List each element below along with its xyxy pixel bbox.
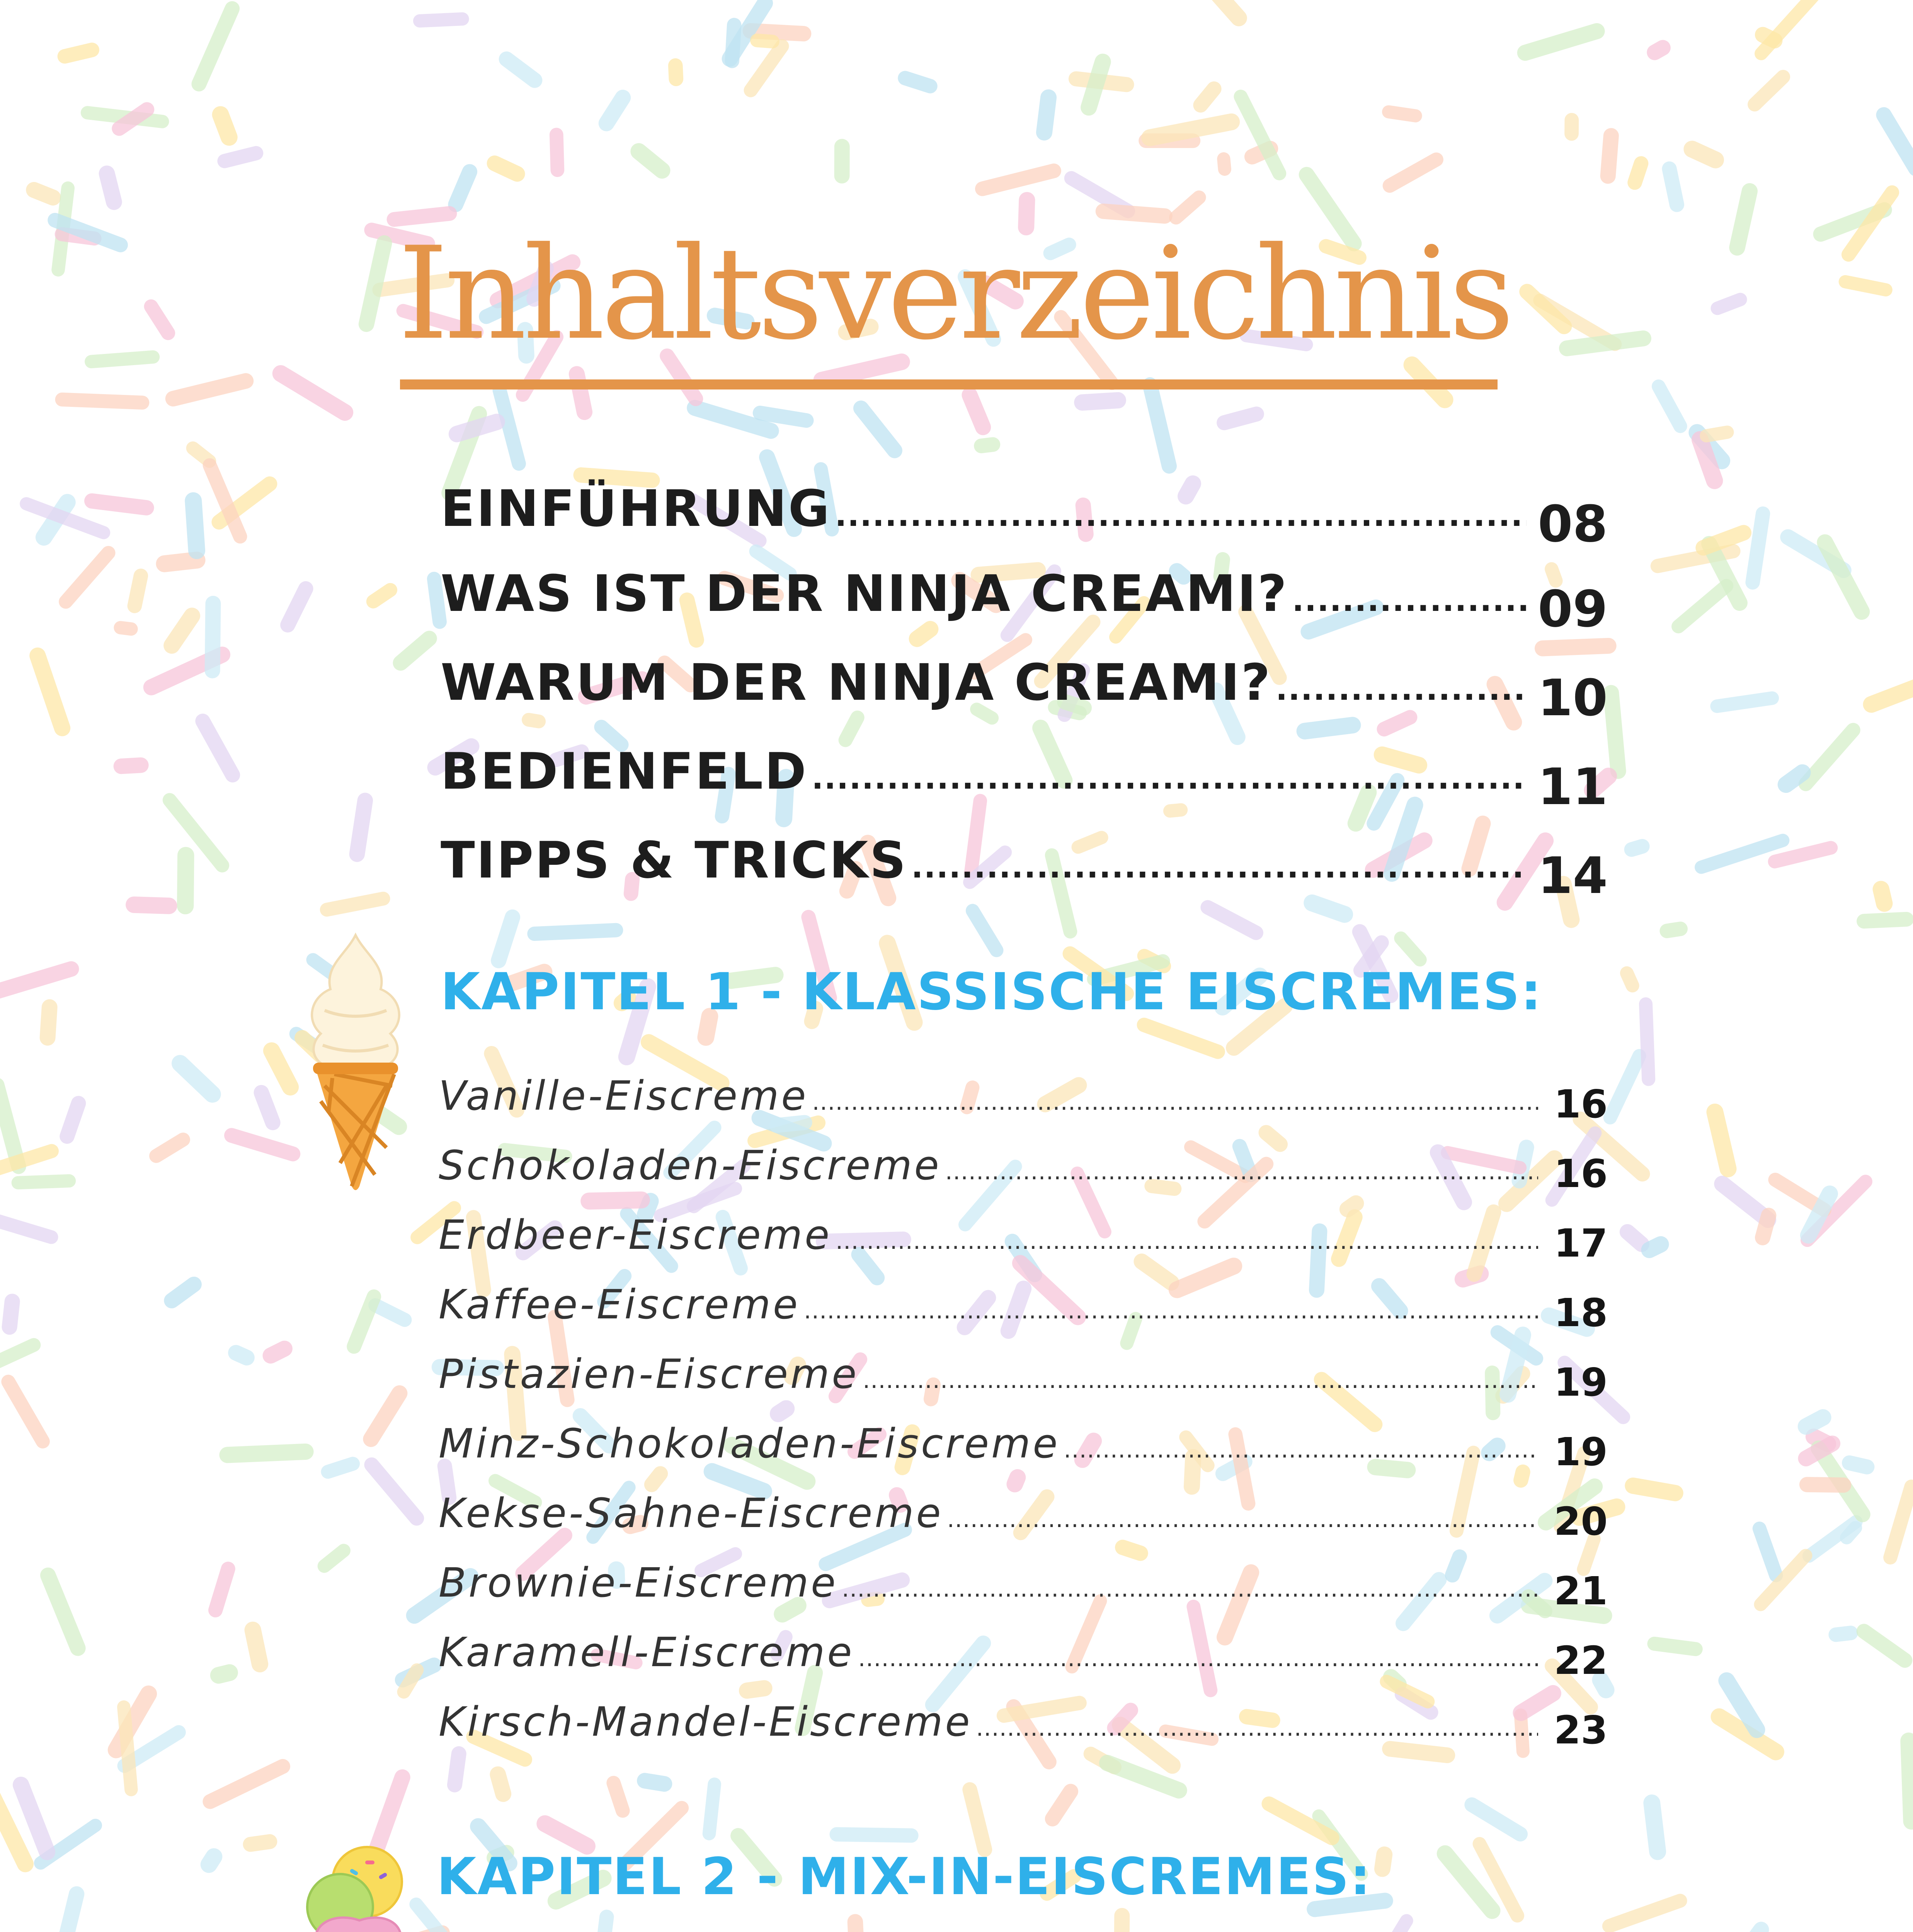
toc-sub-entry	[439, 1281, 1608, 1343]
chapter-2-title: KAPITEL 2 - MIX-IN-EISCREMES:	[437, 1847, 1372, 1906]
entry-label: Vanille-Eiscreme	[439, 1072, 808, 1119]
entry-page: 18	[1554, 1290, 1608, 1335]
entry-label: Brownie-Eiscreme	[439, 1559, 838, 1606]
toc-main-entry	[441, 479, 1608, 556]
toc-sub-entry	[439, 1072, 1608, 1134]
entry-page: 19	[1554, 1429, 1608, 1475]
entry-label: Schokoladen-Eiscreme	[439, 1142, 941, 1189]
dot-leader	[858, 1645, 1538, 1672]
dot-leader	[812, 1088, 1538, 1116]
entry-page: 23	[1554, 1708, 1608, 1753]
dot-leader	[863, 1367, 1538, 1394]
toc-sub-entry	[439, 1350, 1608, 1412]
toc-sub-entry	[439, 1490, 1608, 1551]
entry-page: 08	[1538, 495, 1608, 553]
entry-page: 14	[1538, 846, 1608, 905]
dot-leader	[947, 1506, 1539, 1533]
entry-label: Erdbeer-Eiscreme	[439, 1211, 832, 1259]
entry-page: 22	[1554, 1638, 1608, 1683]
chapter-1-title: KAPITEL 1 - KLASSISCHE EISCREMES:	[441, 962, 1542, 1022]
dot-leader	[1292, 582, 1527, 618]
entry-label: BEDIENFELD	[441, 742, 808, 801]
entry-page: 09	[1538, 580, 1608, 638]
toc-sub-entry	[439, 1420, 1608, 1482]
entry-label: Minz-Schokoladen-Eiscreme	[439, 1420, 1060, 1467]
dot-leader	[835, 497, 1527, 533]
entry-label: Karamell-Eiscreme	[439, 1629, 854, 1676]
entry-label: Kaffee-Eiscreme	[439, 1281, 800, 1328]
entry-page: 16	[1554, 1082, 1608, 1127]
entry-label: Kekse-Sahne-Eiscreme	[439, 1490, 943, 1537]
dot-leader	[842, 1575, 1538, 1602]
entry-label: Pistazien-Eiscreme	[439, 1350, 859, 1398]
entry-page: 16	[1554, 1151, 1608, 1196]
toc-sub-entry	[439, 1211, 1608, 1273]
dot-leader	[911, 849, 1527, 885]
scoop-cone-icon	[303, 1843, 412, 1932]
entry-label: WAS IST DER NINJA CREAMI?	[441, 564, 1288, 623]
dot-leader	[812, 760, 1527, 796]
dot-leader	[836, 1228, 1538, 1255]
entry-label: TIPPS & TRICKS	[441, 831, 908, 889]
toc-main-entry	[441, 831, 1608, 908]
dot-leader	[804, 1297, 1538, 1324]
toc-sub-entry	[439, 1559, 1608, 1621]
entry-page: 11	[1538, 757, 1608, 816]
page-title: Inhaltsverzeichnis	[398, 219, 1511, 368]
toc-sub-entry	[439, 1142, 1608, 1204]
entry-page: 21	[1554, 1568, 1608, 1614]
toc-sub-entry	[439, 1629, 1608, 1690]
entry-page: 20	[1554, 1499, 1608, 1544]
entry-label: Kirsch-Mandel-Eiscreme	[439, 1698, 972, 1745]
dot-leader	[1064, 1436, 1538, 1463]
toc-sub-entry	[439, 1698, 1608, 1760]
entry-label: WARUM DER NINJA CREAMI?	[441, 653, 1272, 712]
entry-page: 17	[1554, 1221, 1608, 1266]
dot-leader	[1276, 671, 1527, 707]
entry-page: 10	[1538, 668, 1608, 727]
toc-main-entry	[441, 564, 1608, 641]
entry-label: EINFÜHRUNG	[441, 479, 831, 538]
title-underline	[400, 379, 1498, 389]
dot-leader	[945, 1158, 1538, 1185]
toc-main-entry	[441, 742, 1608, 819]
entry-page: 19	[1554, 1360, 1608, 1405]
toc-main-entry	[441, 653, 1608, 730]
soft-serve-cone-icon	[298, 931, 414, 1194]
dot-leader	[976, 1714, 1538, 1742]
